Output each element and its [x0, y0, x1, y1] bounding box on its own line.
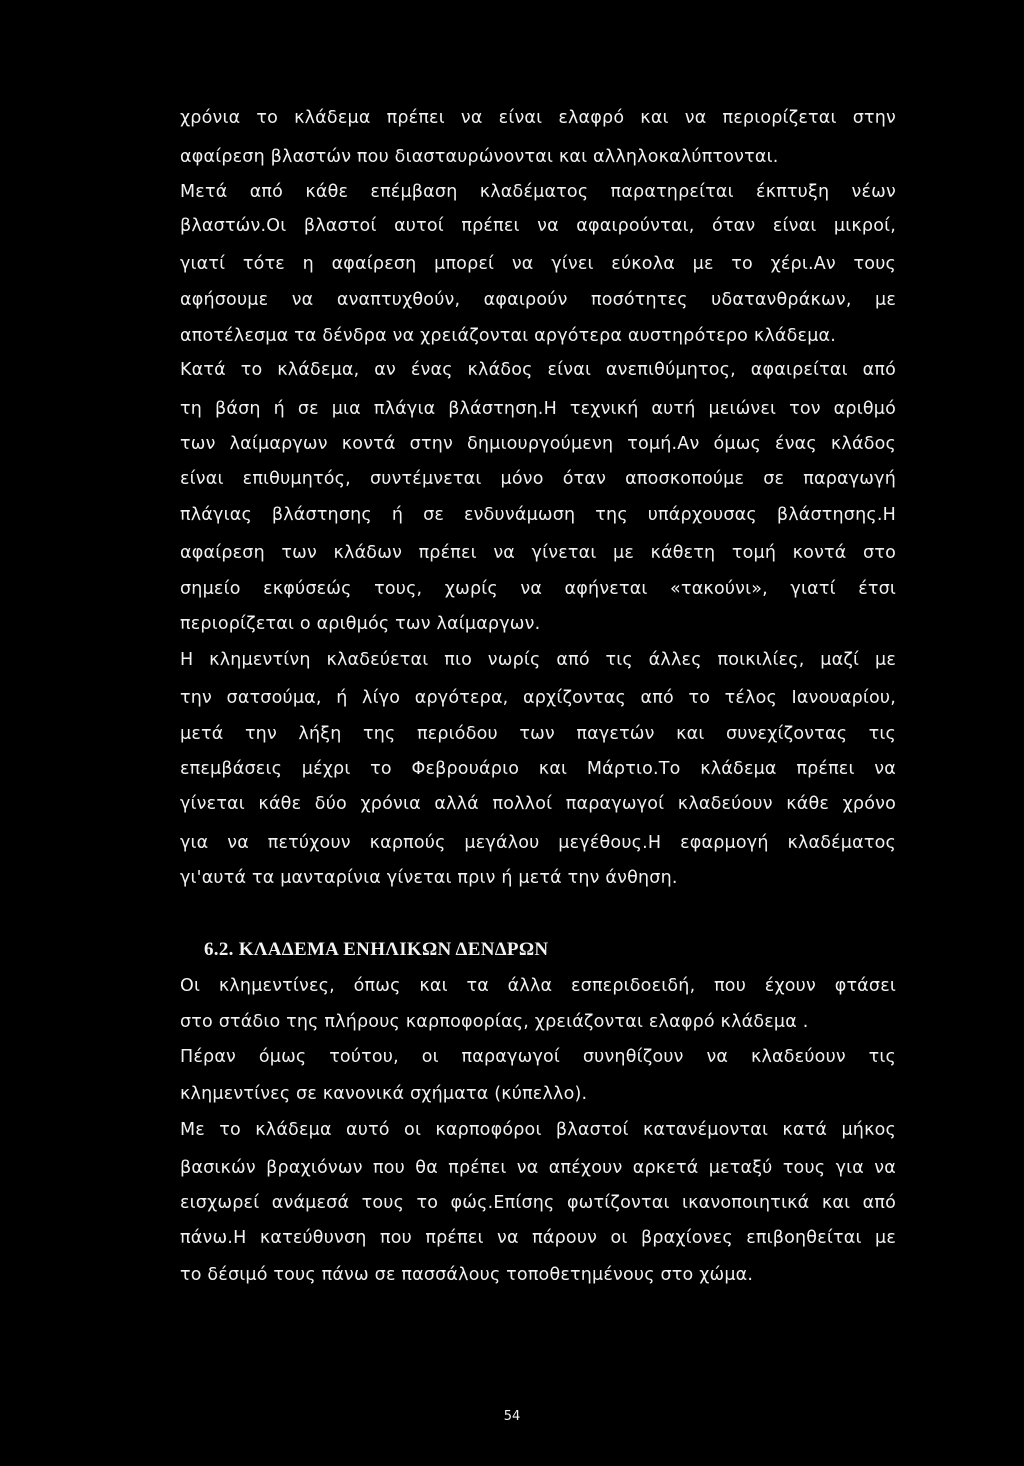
text-line: βασικών βραχιόνων που θα πρέπει να απέχουν αρκετά μεταξύ τους για να [180, 1158, 896, 1178]
text-line: τη βάση ή σε μια πλάγια βλάστηση.Η τεχνική αυτή μειώνει τον αριθμό [180, 399, 896, 419]
text-line: στο στάδιο της πλήρους καρποφορίας, χρειάζονται ελαφρό κλάδεμα . [180, 1012, 809, 1032]
text-line: Μετά από κάθε επέμβαση κλαδέματος παρατηρείται έκπτυξη νέων [180, 182, 896, 202]
text-line: αποτέλεσμα τα δένδρα να χρειάζονται αργότερα αυστηρότερο κλάδεμα. [180, 326, 837, 346]
text-line: Με το κλάδεμα αυτό οι καρποφόροι βλαστοί κατανέμονται κατά μήκος [180, 1120, 896, 1140]
text-line: Πέραν όμως τούτου, οι παραγωγοί συνηθίζουν να κλαδεύουν τις [180, 1047, 896, 1067]
text-line: αφαίρεση βλαστών που διασταυρώνονται και αλληλοκαλύπτονται. [180, 147, 779, 167]
text-line: χρόνια το κλάδεμα πρέπει να είναι ελαφρό και να περιορίζεται στην [180, 108, 896, 128]
text-line: εισχωρεί ανάμεσά τους το φώς.Επίσης φωτίζονται ικανοποιητικά και από [180, 1193, 896, 1213]
section-heading: 6.2. ΚΛΑΔΕΜΑ ΕΝΗΛΙΚΩΝ ΔΕΝΔΡΩΝ [204, 939, 549, 960]
text-line: Η κλημεντίνη κλαδεύεται πιο νωρίς από τις άλλες ποικιλίες, μαζί με [180, 650, 896, 670]
text-line: των λαίμαργων κοντά στην δημιουργούμενη τομή.Αν όμως ένας κλάδος [180, 434, 896, 454]
text-line: την σατσούμα, ή λίγο αργότερα, αρχίζοντας από το τέλος Ιανουαρίου, [180, 688, 896, 708]
text-line: το δέσιμό τους πάνω σε πασσάλους τοποθετημένους στο χώμα. [180, 1265, 754, 1285]
text-line: Κατά το κλάδεμα, αν ένας κλάδος είναι ανεπιθύμητος, αφαιρείται από [180, 360, 896, 380]
text-line: πάνω.Η κατεύθυνση που πρέπει να πάρουν οι βραχίονες επιβοηθείται με [180, 1228, 896, 1248]
text-line: είναι επιθυμητός, συντέμνεται μόνο όταν αποσκοπούμε σε παραγωγή [180, 469, 896, 489]
text-line: επεμβάσεις μέχρι το Φεβρουάριο και Μάρτιο.Το κλάδεμα πρέπει να [180, 759, 896, 779]
text-line: για να πετύχουν καρπούς μεγάλου μεγέθους.Η εφαρμογή κλαδέματος [180, 833, 896, 853]
text-line: βλαστών.Οι βλαστοί αυτοί πρέπει να αφαιρούνται, όταν είναι μικροί, [180, 216, 896, 236]
text-line: αφήσουμε να αναπτυχθούν, αφαιρούν ποσότητες υδατανθράκων, με [180, 290, 896, 310]
text-line: αφαίρεση των κλάδων πρέπει να γίνεται με κάθετη τομή κοντά στο [180, 543, 896, 563]
text-line: κλημεντίνες σε κανονικά σχήματα (κύπελλο). [180, 1084, 588, 1104]
text-line: περιορίζεται ο αριθμός των λαίμαργων. [180, 614, 541, 634]
text-line: γιατί τότε η αφαίρεση μπορεί να γίνει εύκολα με το χέρι.Αν τους [180, 254, 896, 274]
text-line: μετά την λήξη της περιόδου των παγετών και συνεχίζοντας τις [180, 724, 896, 744]
page-number: 54 [503, 1409, 521, 1424]
text-line: γι'αυτά τα μανταρίνια γίνεται πριν ή μετά την άνθηση. [180, 868, 678, 888]
text-line: πλάγιας βλάστησης ή σε ενδυνάμωση της υπάρχουσας βλάστησης.Η [180, 505, 896, 525]
text-line: γίνεται κάθε δύο χρόνια αλλά πολλοί παραγωγοί κλαδεύουν κάθε χρόνο [180, 794, 896, 814]
text-line: σημείο εκφύσεώς τους, χωρίς να αφήνεται «τακούνι», γιατί έτσι [180, 579, 896, 599]
text-line: Οι κλημεντίνες, όπως και τα άλλα εσπεριδοειδή, που έχουν φτάσει [180, 976, 896, 996]
